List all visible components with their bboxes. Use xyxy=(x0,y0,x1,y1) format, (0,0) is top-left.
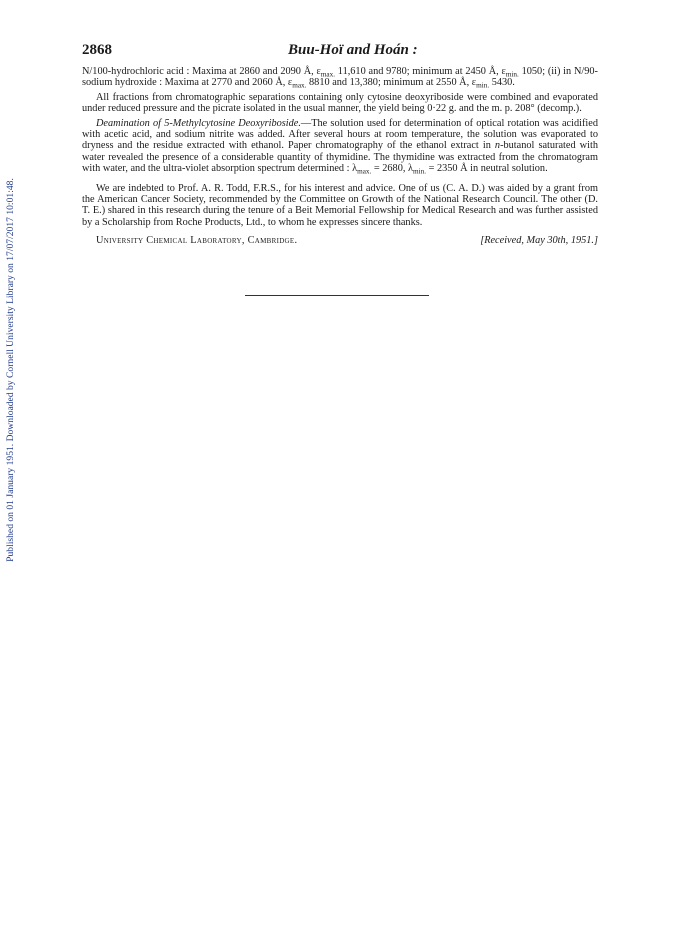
affiliation: University Chemical Laboratory, Cambridge. xyxy=(96,235,298,247)
received-date: [Received, May 30th, 1951.] xyxy=(480,235,598,247)
signature-row xyxy=(82,235,598,247)
publication-side-note xyxy=(4,150,18,590)
paragraph-acknowledgements: We are indebted to Prof. A. R. Todd, F.R.S., for his interest and advice. One of us (C. A. D.) was aided by a grant from the American Cancer Society, recommended by the Committee on Growth of the National Research Council. The other (D. T. E.) shared in this research during the tenure of a Beit Memorial Fellowship for Medical Research and was further assisted by a Scholarship from Roche Products, Ltd., to whom he expresses sincere thanks. xyxy=(82,182,598,228)
side-note-text: Published on 01 January 1951. Downloaded by Cornell University Library on 17/07/2017 10:01:48. xyxy=(5,178,16,562)
running-title: Buu-Hoï and Hoán : xyxy=(288,42,418,58)
paragraph-fractions: All fractions from chromatographic separations containing only cytosine deoxyriboside were combined and evaporated under reduced pressure and the picrate isolated in the usual manner, the yield being 0·22 g. and the m. p. 208° (decomp.). xyxy=(82,91,598,115)
end-rule xyxy=(245,295,429,296)
paragraph-spectra: N/100-hydrochloric acid : Maxima at 2860 and 2090 Å, $\varepsilon_{max.}$ 11,610 and 9780; minimum at 2450 Å, $\varepsilon_{min.}$ 1050; (ii) in N/90-sodium hydroxide : Maxima at 2770 and 2060 Å, $\varepsilon_{max.}$ 8810 and 13,380; minimum at 2550 Å, $\varepsilon_{min.}$ 5430. xyxy=(82,66,598,90)
section-heading: Deamination of 5-Methylcytosine Deoxyriboside. xyxy=(96,117,301,129)
article-page xyxy=(82,42,598,247)
paragraph-deamination: Deamination of 5-Methylcytosine Deoxyriboside.—The solution used for determination of optical rotation was acidified with acetic acid, and sodium nitrite was added. After several hours at room temperature, the solution was evaporated to dryness and the residue extracted with ethanol. Paper chromatography of the ethanol extract in n-butanol saturated with water revealed the presence of a considerable quantity of thymidine. The thymidine was extracted from the chromatogram with water, and the ultra-violet absorption spectrum determined : $\lambda_{max.} = 2680$, $\lambda_{min.} = 2350$ Å in neutral solution. xyxy=(82,117,598,176)
running-head xyxy=(82,42,598,59)
page-number: 2868 xyxy=(82,42,112,58)
